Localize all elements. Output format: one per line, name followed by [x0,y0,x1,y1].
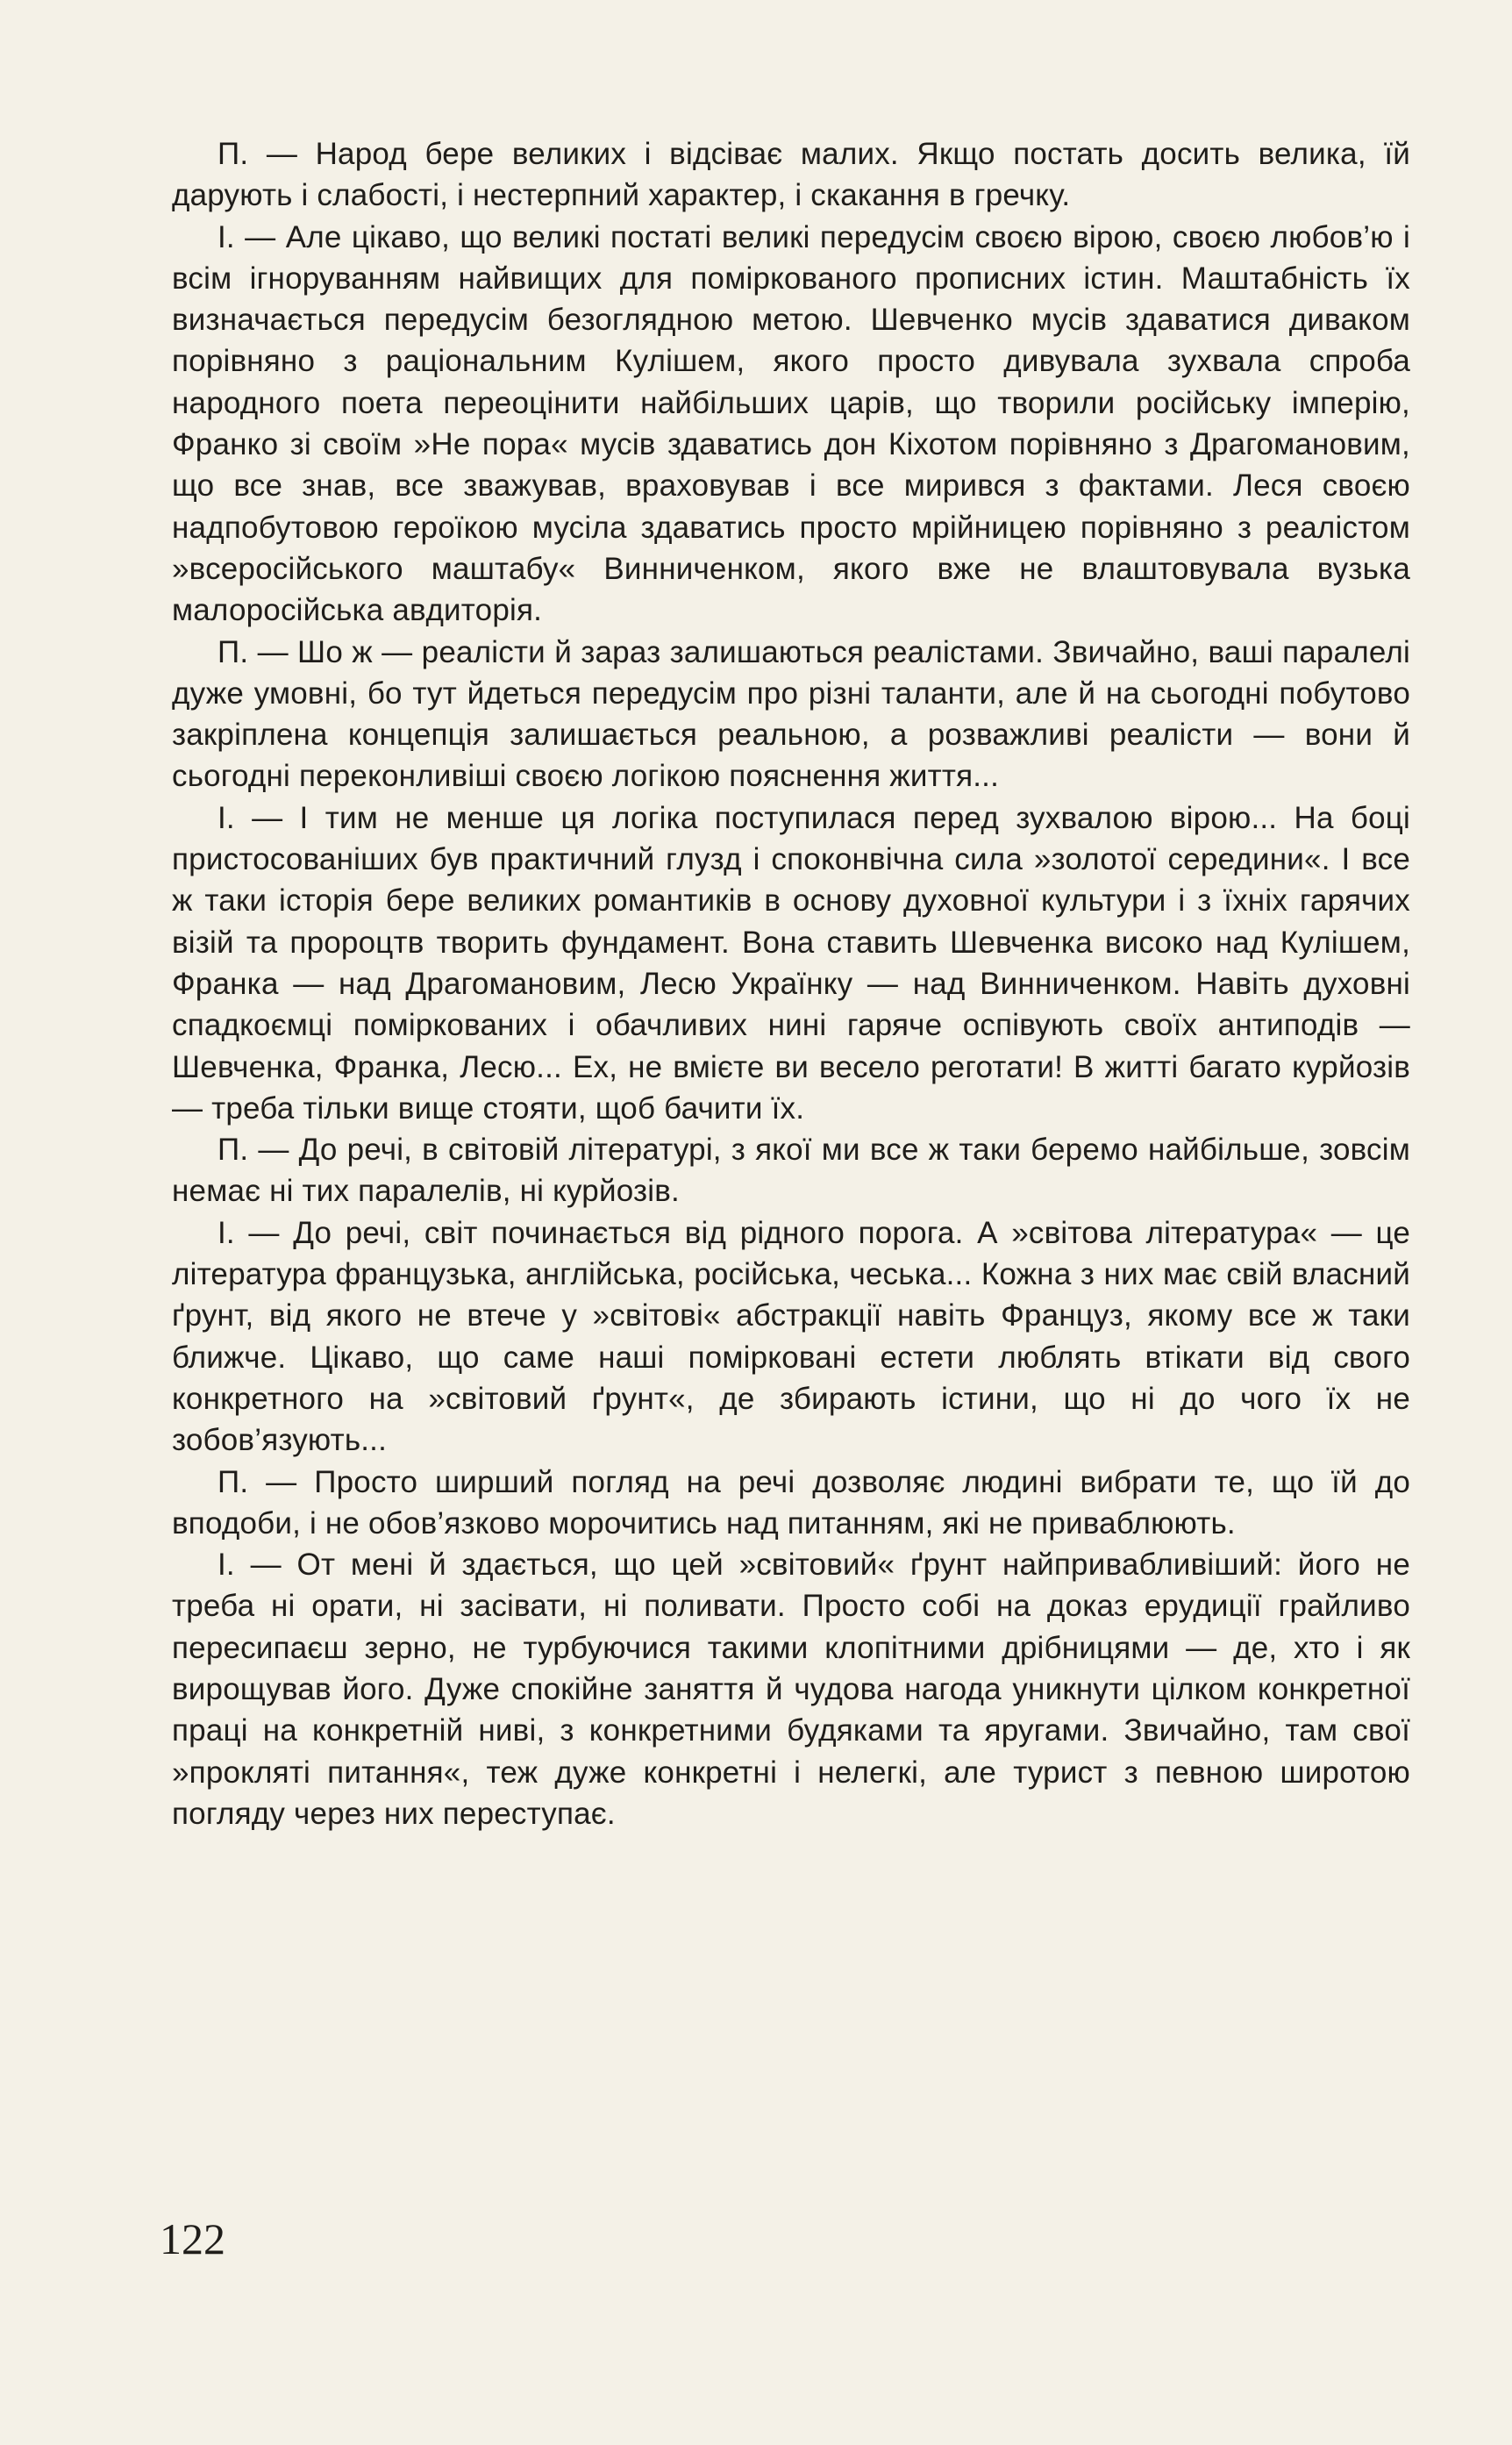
paragraph-6: І. — До речі, світ починається від рідного порога. А »світова література« — це література французька, англійська, російська, чеська... Кожна з них має свій власний ґрунт, від якого не втече у »світові« абстракції навіть Француз, якому все ж таки ближче. Цікаво, що саме наші помірковані естети люблять втікати від свого конкретного на »світовий ґрунт«, де збирають істини, що ні до чого їх не зобов’язують... [172,1215,1410,1458]
paragraph-5: П. — До речі, в світовій літературі, з якої ми все ж таки беремо найбільше, зовсім немає ні тих паралелів, ні курйозів. [172,1133,1410,1209]
paragraph-3: П. — Шо ж — реалісти й зараз залишаються реалістами. Звичайно, ваші паралелі дуже умовні, бо тут йдеться передусім про різні таланти, але й на сьогодні побутово закріплена концепція залишається реальною, а розважливі реалісти — вони й сьогодні переконливіші своєю логікою пояснення життя... [172,634,1410,794]
paragraph-4: І. — І тим не менше ця логіка поступилася перед зухвалою вірою... На боці пристосованіших був практичний глузд і споконвічна сила »золотої середини«. І все ж таки історія бере великих романтиків в основу духовної культури і з їхніх гарячих візій та пророцтв творить фундамент. Вона ставить Шевченка високо над Кулішем, Франка — над Драгомановим, Лесю Українку — над Винниченком. Навіть духовні спадкоємці поміркованих і обачливих нині гаряче оспівують своїх антиподів — Шевченка, Франка, Лесю... Ех, не вмієте ви весело реготати! В житті багато курйозів — треба тільки вище стояти, щоб бачити їх. [172,800,1410,1126]
paragraph-7: П. — Просто ширший погляд на речі дозволяє людині вибрати те, що їй до вподоби, і не обов’язково морочитись над питанням, які не приваблюють. [172,1464,1410,1541]
paragraph-8: І. — От мені й здається, що цей »світовий« ґрунт найпривабливіший: його не треба ні орати, ні засівати, ні поливати. Просто собі на доказ ерудиції грайливо пересипаєш зерно, не турбуючися такими клопітними дрібницями — де, хто і як вирощував його. Дуже спокійне заняття й чудова нагода уникнути цілком конкретної праці на конкретній ниві, з конкретними будяками та яругами. Звичайно, там свої »прокляті питання«, теж дуже конкретні і нелегкі, але турист з певною широтою погляду через них переступає. [172,1548,1410,1831]
paragraph-1: П. — Народ бере великих і відсіває малих. Якщо постать досить велика, їй дарують і слабості, і нестерпний характер, і скакання в гречку. [172,137,1410,213]
page-number: 122 [160,2214,225,2263]
body-text [172,133,1410,1834]
paragraph-2: І. — Але цікаво, що великі постаті великі передусім своєю вірою, своєю любов’ю і всім ігноруванням найвищих для поміркованого прописних істин. Маштабність їх визначається передусім безоглядною метою. Шевченко мусів здаватися диваком порівняно з раціональним Кулішем, якого просто дивувала зухвала спроба народного поета переоцінити найбільших царів, що творили російську імперію, Франко зі своїм »Не пора« мусів здаватись дон Кіхотом порівняно з Драгомановим, що все знав, все зважував, враховував і все мирився з фактами. Леся своєю надпобутовою героїкою мусіла здаватись просто мрійницею порівняно з реалістом »всеросійського маштабу« Винниченком, якого вже не влаштовувала вузька малоросійська авдиторія. [172,219,1410,628]
